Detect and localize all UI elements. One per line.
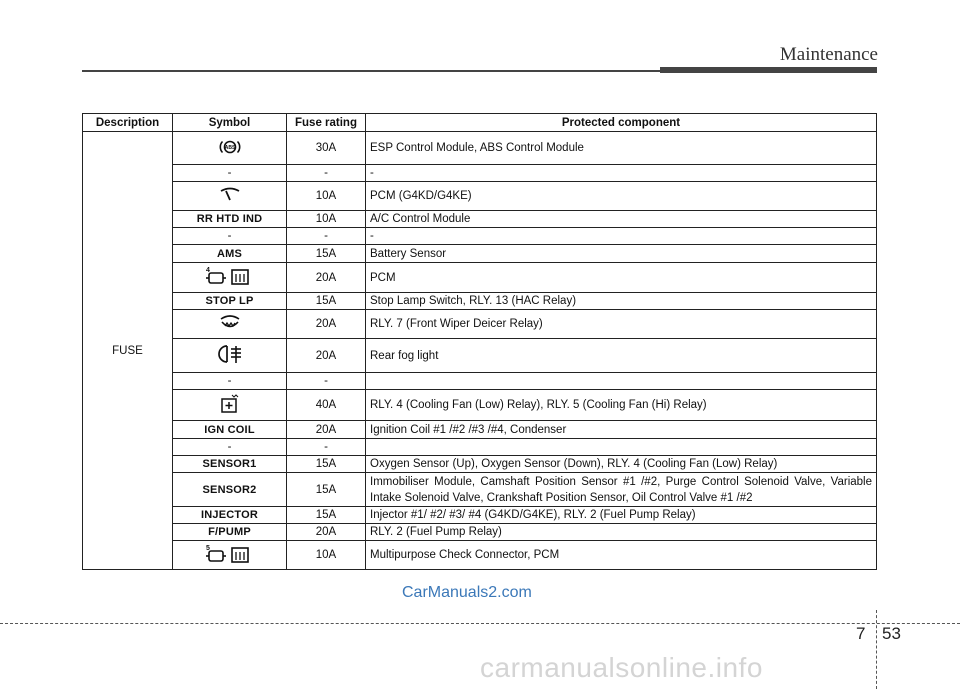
fuse-rating: 10A — [287, 182, 366, 211]
fuse-rating: 30A — [287, 132, 366, 165]
symbol-cell — [173, 293, 287, 310]
table-row — [83, 245, 877, 263]
symbol-cell — [173, 421, 287, 439]
fuse-rating: 10A — [287, 541, 366, 570]
engine-ecu-4-icon — [204, 265, 256, 290]
protected-component: - — [366, 165, 877, 182]
table-row — [83, 182, 877, 211]
fuse-rating: 20A — [287, 524, 366, 541]
table-row — [83, 310, 877, 339]
symbol-label: - — [227, 375, 232, 387]
header-rule-accent — [660, 67, 877, 73]
table-row — [83, 132, 877, 165]
symbol-cell — [173, 390, 287, 421]
rear-fog-icon — [217, 343, 243, 368]
symbol-cell — [173, 132, 287, 165]
protected-component: Oxygen Sensor (Up), Oxygen Sensor (Down), RLY. 4 (Cooling Fan (Low) Relay) — [366, 456, 877, 473]
symbol-label: SENSOR2 — [202, 483, 257, 496]
fuse-rating: - — [287, 373, 366, 390]
wiper-icon — [219, 187, 241, 206]
column-header: Symbol — [173, 114, 287, 132]
table-row — [83, 421, 877, 439]
symbol-cell — [173, 245, 287, 263]
protected-component: PCM — [366, 263, 877, 293]
symbol-label: IGN COIL — [204, 423, 255, 436]
table-row — [83, 541, 877, 570]
symbol-cell — [173, 263, 287, 293]
wiper-deicer-icon — [219, 314, 241, 335]
symbol-cell — [173, 211, 287, 228]
symbol-label: STOP LP — [205, 295, 254, 307]
protected-component — [366, 473, 877, 507]
protected-component — [366, 373, 877, 390]
protected-component: RLY. 2 (Fuel Pump Relay) — [366, 524, 877, 541]
table-row — [83, 263, 877, 293]
footer-rule — [0, 623, 960, 624]
protected-component: Stop Lamp Switch, RLY. 13 (HAC Relay) — [366, 293, 877, 310]
symbol-label: - — [227, 167, 232, 179]
protected-component — [366, 439, 877, 456]
footer-watermark: carmanualsonline.info — [480, 652, 763, 683]
symbol-cell — [173, 310, 287, 339]
fuse-rating: 20A — [287, 339, 366, 373]
table-row — [83, 473, 877, 507]
table-row — [83, 165, 877, 182]
symbol-cell — [173, 165, 287, 182]
fuse-rating: - — [287, 439, 366, 456]
description-cell: FUSE — [83, 132, 173, 570]
protected-component: Injector #1/ #2/ #3/ #4 (G4KD/G4KE), RLY. 2 (Fuel Pump Relay) — [366, 507, 877, 524]
column-header: Fuse rating — [287, 114, 366, 132]
cooling-fan-icon — [220, 394, 240, 417]
page-number: 53 — [882, 624, 901, 643]
symbol-label: - — [227, 230, 232, 242]
table-row — [83, 439, 877, 456]
table-body — [83, 132, 877, 570]
svg-text:ABS: ABS — [224, 144, 235, 151]
chapter-number: 7 — [856, 624, 866, 643]
table-row — [83, 228, 877, 245]
table-row — [83, 293, 877, 310]
section-title: Maintenance — [779, 44, 878, 65]
table-row — [83, 524, 877, 541]
symbol-label: F/PUMP — [208, 526, 251, 538]
protected-component-text: Immobiliser Module, Camshaft Position Sensor #1 /#2, Purge Control Solenoid Valve, Variable Intake Solenoid Valve, Crankshaft Position Sensor, Oil Control Valve #1 /#2 — [370, 475, 872, 504]
symbol-cell — [173, 456, 287, 473]
protected-component: RLY. 7 (Front Wiper Deicer Relay) — [366, 310, 877, 339]
fuse-rating: 15A — [287, 245, 366, 263]
protected-component: A/C Control Module — [366, 211, 877, 228]
symbol-label: INJECTOR — [200, 509, 259, 521]
fuse-rating: - — [287, 228, 366, 245]
fuse-rating: 20A — [287, 263, 366, 293]
engine-ecu-5-icon — [204, 543, 256, 568]
column-header: Description — [83, 114, 173, 132]
protected-component: - — [366, 228, 877, 245]
fuse-rating: 20A — [287, 310, 366, 339]
symbol-cell — [173, 439, 287, 456]
protected-component: RLY. 4 (Cooling Fan (Low) Relay), RLY. 5 (Cooling Fan (Hi) Relay) — [366, 390, 877, 421]
svg-text:5: 5 — [205, 544, 210, 552]
fuse-rating: 15A — [287, 507, 366, 524]
symbol-label: RR HTD IND — [196, 213, 263, 225]
symbol-cell — [173, 473, 287, 507]
symbol-cell — [173, 228, 287, 245]
abs-icon — [218, 138, 242, 159]
svg-text:4: 4 — [205, 267, 210, 274]
symbol-cell — [173, 339, 287, 373]
protected-component: Battery Sensor — [366, 245, 877, 263]
protected-component: PCM (G4KD/G4KE) — [366, 182, 877, 211]
watermark-site: CarManuals2.com — [402, 584, 532, 601]
fuse-rating: 15A — [287, 456, 366, 473]
symbol-label: AMS — [216, 247, 243, 260]
protected-component: Multipurpose Check Connector, PCM — [366, 541, 877, 570]
symbol-cell — [173, 507, 287, 524]
protected-component: Ignition Coil #1 /#2 /#3 /#4, Condenser — [366, 421, 877, 439]
fuse-table — [82, 113, 877, 570]
fuse-rating: - — [287, 165, 366, 182]
table-row — [83, 339, 877, 373]
table-header-row — [83, 114, 877, 132]
protected-component: Rear fog light — [366, 339, 877, 373]
fuse-rating: 15A — [287, 293, 366, 310]
symbol-cell — [173, 182, 287, 211]
symbol-cell — [173, 373, 287, 390]
symbol-cell — [173, 541, 287, 570]
fuse-rating: 10A — [287, 211, 366, 228]
symbol-label: SENSOR1 — [202, 458, 257, 470]
fuse-rating: 20A — [287, 421, 366, 439]
table-row — [83, 507, 877, 524]
table-row — [83, 373, 877, 390]
table-row — [83, 456, 877, 473]
symbol-label: - — [227, 441, 232, 453]
column-header: Protected component — [366, 114, 877, 132]
protected-component: ESP Control Module, ABS Control Module — [366, 132, 877, 165]
fuse-rating: 40A — [287, 390, 366, 421]
table-row — [83, 390, 877, 421]
table-row — [83, 211, 877, 228]
page-divider — [876, 610, 877, 689]
symbol-cell — [173, 524, 287, 541]
fuse-rating: 15A — [287, 473, 366, 507]
